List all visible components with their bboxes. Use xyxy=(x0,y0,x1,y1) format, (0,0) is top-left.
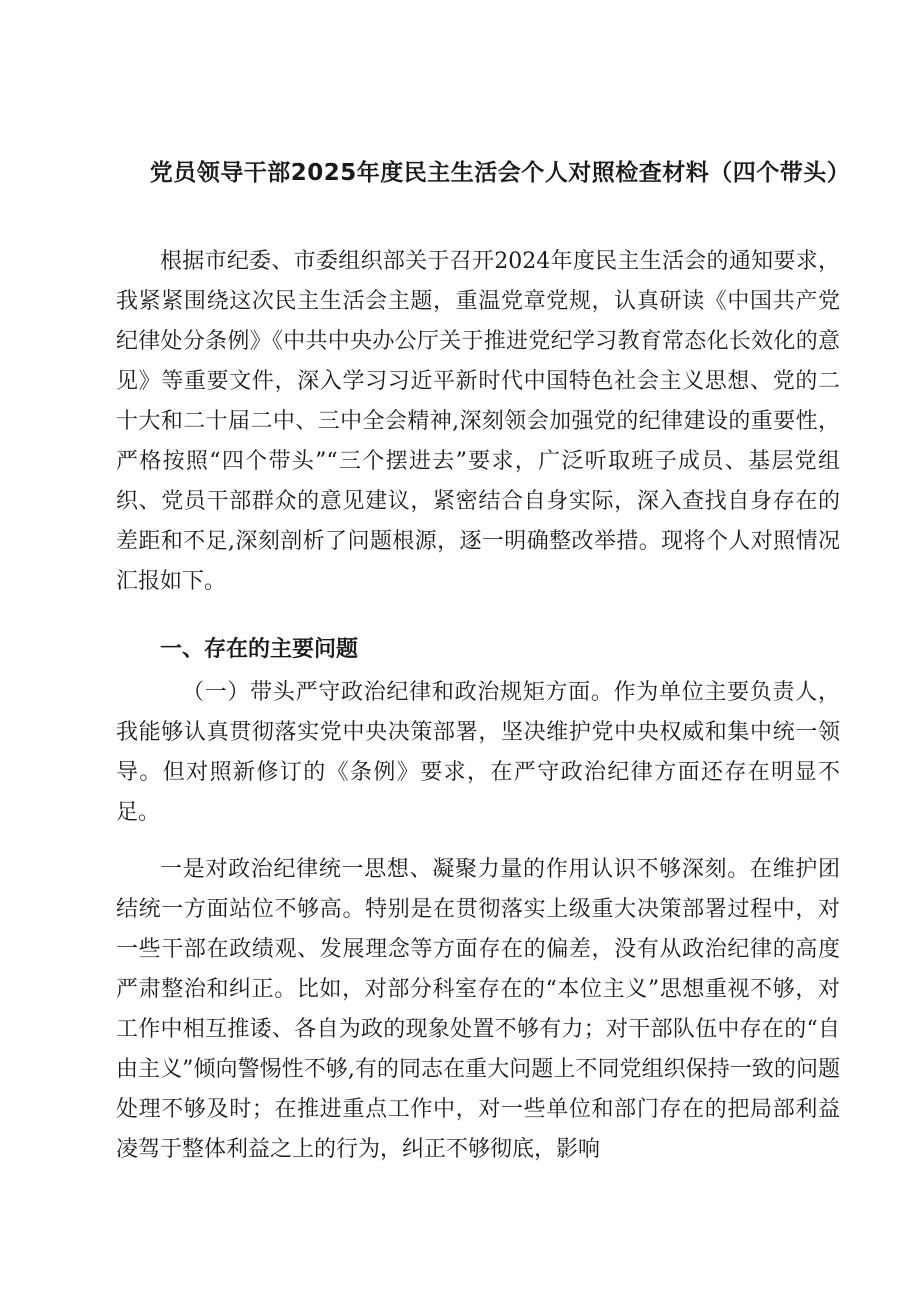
point-paragraph: 一是对政治纪律统一思想、凝聚力量的作用认识不够深刻。在维护团结统一方面站位不够高。特别是在贯彻落实上级重大决策部署过程中，对一些干部在政绩观、发展理念等方面存在的偏差，没有从政治纪律的高度严肃整治和纠正。比如，对部分科室存在的“本位主义”思想重视不够，对工作中相互推诿、各自为政的现象处置不够有力；对干部队伍中存在的“自由主义”倾向警惕性不够,有的同志在重大问题上不同党组织保持一致的问题处理不够及时；在推进重点工作中，对一些单位和部门存在的把局部利益凌驾于整体利益之上的行为，纠正不够彻底，影响 xyxy=(116,857,840,1162)
section-heading: 一、存在的主要问题 xyxy=(160,637,359,662)
document-title: 党员领导干部2025年度民主生活会个人对照检查材料（四个带头） xyxy=(149,160,851,186)
intro-paragraph: 根据市纪委、市委组织部关于召开2024年度民主生活会的通知要求，我紧紧围绕这次民主生活会主题，重温党章党规，认真研读《中国共产党纪律处分条例》《中共中央办公厅关于推进党纪学习教育常态化长效化的意见》等重要文件，深入学习习近平新时代中国特色社会主义思想、党的二十大和二十届二中、三中全会精神,深刻领会加强党的纪律建设的重要性，严格按照“四个带头”“三个摆进去”要求，广泛听取班子成员、基层党组织、党员干部群众的意见建议，紧密结合自身实际，深入查找自身存在的差距和不足,深刻剖析了问题根源，逐一明确整改举措。现将个人对照情况汇报如下。 xyxy=(116,249,840,594)
subsection-paragraph: （一）带头严守政治纪律和政治规矩方面。作为单位主要负责人，我能够认真贯彻落实党中央决策部署，坚决维护党中央权威和集中统一领导。但对照新修订的《条例》要求，在严守政治纪律方面还存在明显不足。 xyxy=(116,680,840,825)
